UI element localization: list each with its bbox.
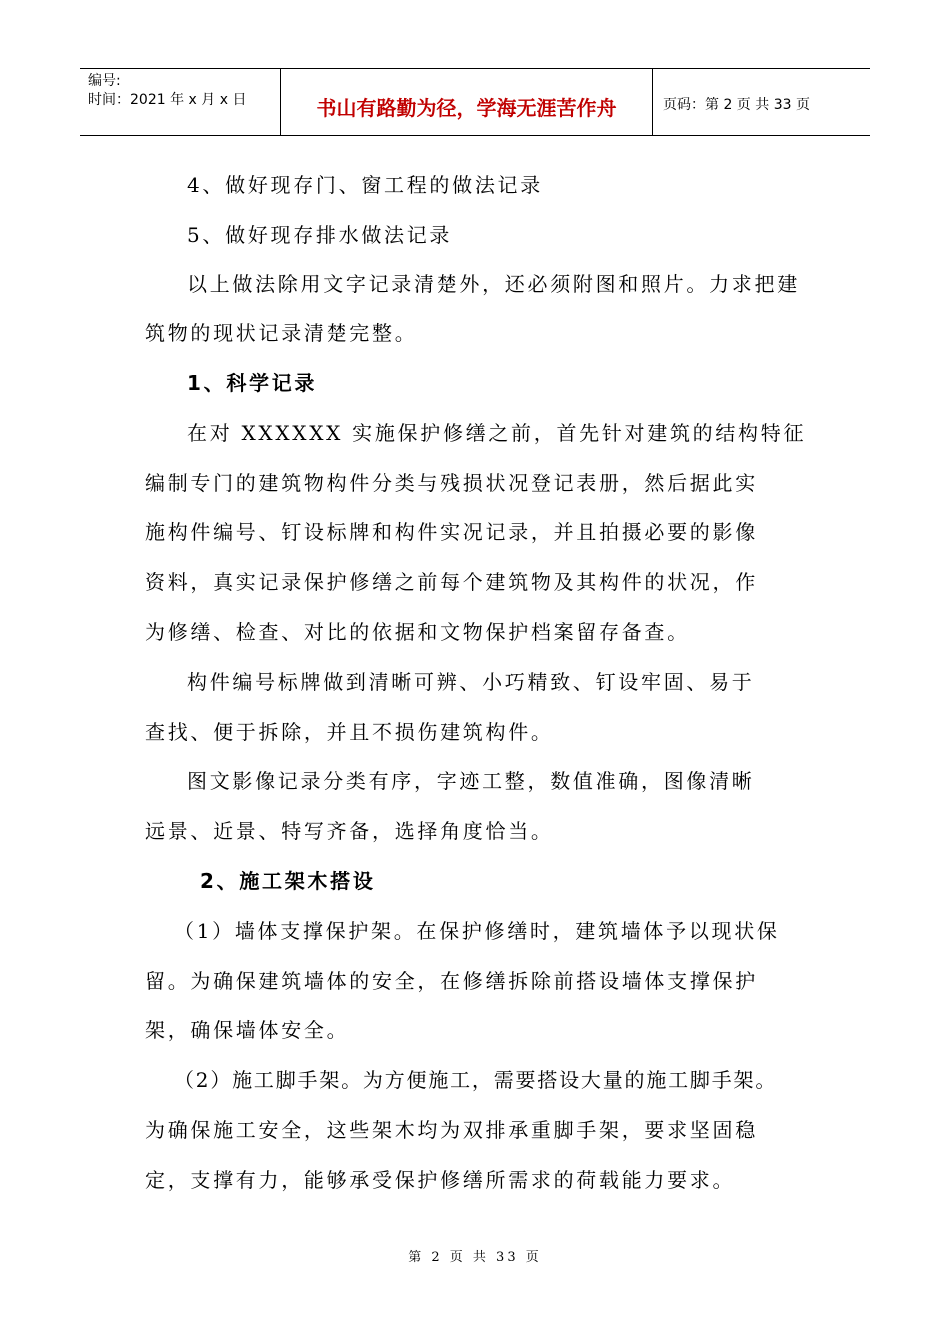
body-line: 4、做好现存门、窗工程的做法记录 <box>187 173 543 197</box>
header-right-cell <box>653 69 870 135</box>
header-left-cell <box>80 69 281 135</box>
body-line: 图文影像记录分类有序，字迹工整，数值准确，图像清晰 <box>187 769 755 793</box>
body-line: （1）墙体支撑保护架。在保护修缮时，建筑墙体予以现状保 <box>174 919 780 943</box>
page-footer: 第 2 页 共 33 页 <box>408 1250 542 1265</box>
body-line: 查找、便于拆除，并且不损伤建筑构件。 <box>145 720 554 744</box>
number-label: 编号: <box>88 73 121 89</box>
body-line: 远景、近景、特写齐备，选择角度恰当。 <box>145 819 554 843</box>
date-label: 时间：2021 年 x 月 x 日 <box>88 92 247 108</box>
body-line: 施构件编号、钉设标牌和构件实况记录，并且拍摄必要的影像 <box>145 520 758 544</box>
body-line: 为确保施工安全，这些架木均为双排承重脚手架，要求坚固稳 <box>145 1118 758 1142</box>
body-line: 资料，真实记录保护修缮之前每个建筑物及其构件的状况，作 <box>145 570 758 594</box>
page-header <box>80 68 870 136</box>
header-middle-cell <box>281 69 653 135</box>
body-line: 为修缮、检查、对比的依据和文物保护档案留存备查。 <box>145 620 690 644</box>
body-line: （2）施工脚手架。为方便施工，需要搭设大量的施工脚手架。 <box>174 1068 778 1092</box>
page-number-label: 页码：第 2 页 共 33 页 <box>663 97 810 113</box>
body-line: 筑物的现状记录清楚完整。 <box>145 321 418 345</box>
body-line: 定，支撑有力，能够承受保护修缮所需求的荷载能力要求。 <box>145 1168 736 1192</box>
body-line: 在对 XXXXXX 实施保护修缮之前，首先针对建筑的结构特征 <box>187 421 807 445</box>
motto: 书山有路勤为径，学海无涯苦作舟 <box>316 96 617 120</box>
section-heading: 1、科学记录 <box>187 371 318 395</box>
body-line: 5、做好现存排水做法记录 <box>187 223 453 247</box>
body-line: 编制专门的建筑物构件分类与残损状况登记表册，然后据此实 <box>145 471 758 495</box>
section-heading: 2、施工架木搭设 <box>200 869 376 893</box>
body-line: 以上做法除用文字记录清楚外，还必须附图和照片。力求把建 <box>187 272 800 296</box>
body-line: 架，确保墙体安全。 <box>145 1018 350 1042</box>
body-line: 留。为确保建筑墙体的安全，在修缮拆除前搭设墙体支撑保护 <box>145 969 758 993</box>
body-line: 构件编号标牌做到清晰可辨、小巧精致、钉设牢固、易于 <box>187 670 755 694</box>
